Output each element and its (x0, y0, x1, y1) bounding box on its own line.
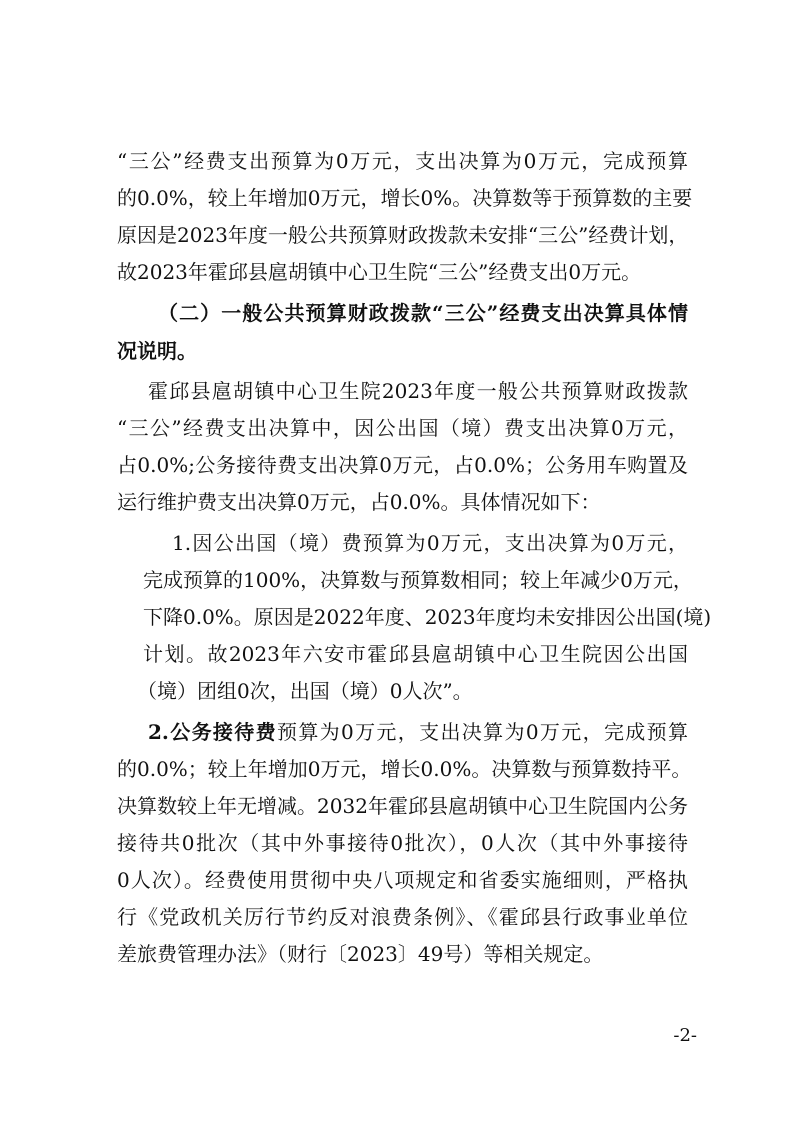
summary-line: 霍邱县扈胡镇中心卫生院2023年度一般公共预算财政拨款 (148, 379, 688, 403)
item-2-line: 决算数较上年无增减。2032年霍邱县扈胡镇中心卫生院国内公务 (117, 794, 688, 818)
item-2-line: 接待共0批次（其中外事接待0批次），0人次（其中外事接待 (117, 831, 688, 855)
paragraph-line: 原因是2023年度一般公共预算财政拨款未安排“三公”经费计划， (117, 223, 689, 247)
item-2-heading: 2.公务接待费 (148, 720, 277, 744)
paragraph-line: 的0.0%，较上年增加0万元，增长0%。决算数等于预算数的主要 (117, 186, 693, 210)
item-1-line: （境）团组0次，出国（境）0人次”。 (137, 679, 473, 703)
item-2-line: 0人次）。经费使用贯彻中央八项规定和省委实施细则，严格执 (117, 868, 688, 892)
item-2-line: 行《党政机关厉行节约反对浪费条例》、《霍邱县行政事业单位 (117, 905, 688, 929)
section-heading: 况说明。 (117, 339, 197, 363)
paragraph-line: 故2023年霍邱县扈胡镇中心卫生院“三公”经费支出0万元。 (117, 260, 642, 284)
item-2-line: 的0.0%；较上年增加0万元，增长0.0%。决算数与预算数持平。 (117, 757, 692, 781)
item-1-line: 下降0.0%。原因是2022年度、2023年度均未安排因公出国(境) (143, 605, 712, 629)
item-2-first-line (148, 719, 688, 745)
item-1-line: 完成预算的100%，决算数与预算数相同；较上年减少0万元， (143, 568, 693, 592)
item-1-line: 计划。故2023年六安市霍邱县扈胡镇中心卫生院因公出国 (143, 642, 688, 666)
item-2-first-text: 预算为0万元，支出决算为0万元，完成预算 (276, 720, 688, 744)
section-heading: （二）一般公共预算财政拨款“三公”经费支出决算具体情 (158, 301, 688, 325)
page-number: -2- (673, 1025, 697, 1046)
item-1-line: 1.因公出国（境）费预算为0万元，支出决算为0万元， (172, 531, 688, 555)
summary-line: 运行维护费支出决算0万元，占0.0%。具体情况如下： (117, 490, 601, 514)
summary-line: “三公”经费支出决算中，因公出国（境）费支出决算0万元， (117, 416, 688, 440)
item-2-line: 差旅费管理办法》（财行〔2023〕49号）等相关规定。 (117, 942, 604, 966)
summary-line: 占0.0%;公务接待费支出决算0万元，占0.0%；公务用车购置及 (117, 453, 688, 477)
paragraph-line: “三公”经费支出预算为0万元，支出决算为0万元，完成预算 (117, 149, 688, 173)
